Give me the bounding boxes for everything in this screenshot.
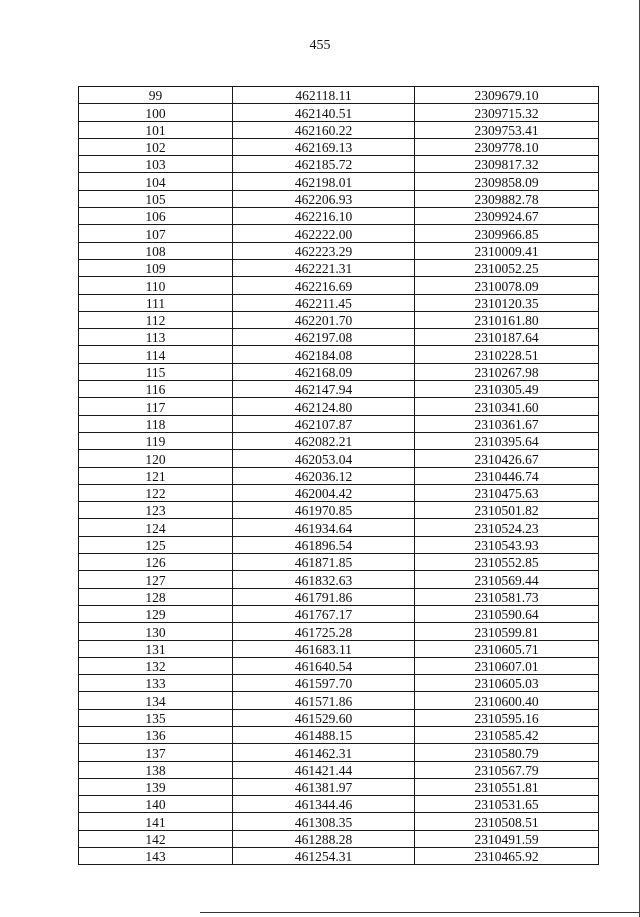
y-coordinate-cell: 2309817.32 [415, 156, 599, 173]
point-number-cell: 99 [79, 87, 233, 104]
y-coordinate-cell: 2310009.41 [415, 242, 599, 259]
x-coordinate-cell: 461871.85 [233, 554, 415, 571]
x-coordinate-cell: 461529.60 [233, 709, 415, 726]
y-coordinate-cell: 2310120.35 [415, 294, 599, 311]
table-row [79, 432, 599, 449]
y-coordinate-cell: 2310267.98 [415, 363, 599, 380]
y-coordinate-cell: 2309924.67 [415, 208, 599, 225]
table-row [79, 726, 599, 743]
x-coordinate-cell: 462124.80 [233, 398, 415, 415]
y-coordinate-cell: 2310078.09 [415, 277, 599, 294]
table-row [79, 623, 599, 640]
point-number-cell: 117 [79, 398, 233, 415]
table-row [79, 519, 599, 536]
table-row [79, 709, 599, 726]
table-row [79, 225, 599, 242]
x-coordinate-cell: 462221.31 [233, 259, 415, 276]
table-row [79, 87, 599, 104]
point-number-cell: 105 [79, 190, 233, 207]
x-coordinate-cell: 461488.15 [233, 726, 415, 743]
table-row [79, 450, 599, 467]
x-coordinate-cell: 462147.94 [233, 381, 415, 398]
x-coordinate-cell: 462223.29 [233, 242, 415, 259]
x-coordinate-cell: 461791.86 [233, 588, 415, 605]
table-row [79, 605, 599, 622]
point-number-cell: 104 [79, 173, 233, 190]
x-coordinate-cell: 462198.01 [233, 173, 415, 190]
point-number-cell: 108 [79, 242, 233, 259]
table-row [79, 208, 599, 225]
point-number-cell: 133 [79, 675, 233, 692]
point-number-cell: 118 [79, 415, 233, 432]
y-coordinate-cell: 2310580.79 [415, 744, 599, 761]
table-row [79, 502, 599, 519]
y-coordinate-cell: 2310531.65 [415, 796, 599, 813]
point-number-cell: 122 [79, 484, 233, 501]
table-row [79, 277, 599, 294]
point-number-cell: 128 [79, 588, 233, 605]
y-coordinate-cell: 2310446.74 [415, 467, 599, 484]
x-coordinate-cell: 462216.10 [233, 208, 415, 225]
point-number-cell: 106 [79, 208, 233, 225]
point-number-cell: 112 [79, 311, 233, 328]
y-coordinate-cell: 2309715.32 [415, 104, 599, 121]
table-row [79, 692, 599, 709]
point-number-cell: 134 [79, 692, 233, 709]
x-coordinate-cell: 462211.45 [233, 294, 415, 311]
x-coordinate-cell: 461725.28 [233, 623, 415, 640]
y-coordinate-cell: 2310395.64 [415, 432, 599, 449]
point-number-cell: 124 [79, 519, 233, 536]
table-row [79, 830, 599, 847]
table-row [79, 536, 599, 553]
y-coordinate-cell: 2310341.60 [415, 398, 599, 415]
x-coordinate-cell: 461597.70 [233, 675, 415, 692]
table-row [79, 554, 599, 571]
point-number-cell: 109 [79, 259, 233, 276]
y-coordinate-cell: 2309966.85 [415, 225, 599, 242]
y-coordinate-cell: 2310161.80 [415, 311, 599, 328]
point-number-cell: 132 [79, 657, 233, 674]
y-coordinate-cell: 2310465.92 [415, 848, 599, 865]
x-coordinate-cell: 461344.46 [233, 796, 415, 813]
x-coordinate-cell: 461767.17 [233, 605, 415, 622]
x-coordinate-cell: 462082.21 [233, 432, 415, 449]
y-coordinate-cell: 2310569.44 [415, 571, 599, 588]
x-coordinate-cell: 462184.08 [233, 346, 415, 363]
table-row [79, 138, 599, 155]
y-coordinate-cell: 2310605.03 [415, 675, 599, 692]
y-coordinate-cell: 2310599.81 [415, 623, 599, 640]
x-coordinate-cell: 461462.31 [233, 744, 415, 761]
x-coordinate-cell: 462197.08 [233, 329, 415, 346]
point-number-cell: 131 [79, 640, 233, 657]
point-number-cell: 137 [79, 744, 233, 761]
point-number-cell: 123 [79, 502, 233, 519]
y-coordinate-cell: 2310305.49 [415, 381, 599, 398]
x-coordinate-cell: 462053.04 [233, 450, 415, 467]
page-number: 455 [309, 38, 331, 53]
table-row [79, 675, 599, 692]
x-coordinate-cell: 461934.64 [233, 519, 415, 536]
x-coordinate-cell: 462201.70 [233, 311, 415, 328]
table-row [79, 848, 599, 865]
x-coordinate-cell: 461571.86 [233, 692, 415, 709]
table-row [79, 415, 599, 432]
table-row [79, 363, 599, 380]
y-coordinate-cell: 2310607.01 [415, 657, 599, 674]
y-coordinate-cell: 2310475.63 [415, 484, 599, 501]
point-number-cell: 142 [79, 830, 233, 847]
point-number-cell: 138 [79, 761, 233, 778]
point-number-cell: 114 [79, 346, 233, 363]
table-row [79, 173, 599, 190]
table-row [79, 657, 599, 674]
y-coordinate-cell: 2310491.59 [415, 830, 599, 847]
y-coordinate-cell: 2310581.73 [415, 588, 599, 605]
x-coordinate-cell: 461683.11 [233, 640, 415, 657]
bottom-rule [200, 912, 640, 913]
y-coordinate-cell: 2310595.16 [415, 709, 599, 726]
point-number-cell: 100 [79, 104, 233, 121]
point-number-cell: 136 [79, 726, 233, 743]
point-number-cell: 140 [79, 796, 233, 813]
x-coordinate-cell: 462107.87 [233, 415, 415, 432]
point-number-cell: 116 [79, 381, 233, 398]
x-coordinate-cell: 462185.72 [233, 156, 415, 173]
table-row [79, 796, 599, 813]
x-coordinate-cell: 462169.13 [233, 138, 415, 155]
x-coordinate-cell: 461421.44 [233, 761, 415, 778]
point-number-cell: 125 [79, 536, 233, 553]
y-coordinate-cell: 2310361.67 [415, 415, 599, 432]
y-coordinate-cell: 2309778.10 [415, 138, 599, 155]
table-row [79, 398, 599, 415]
x-coordinate-cell: 462118.11 [233, 87, 415, 104]
y-coordinate-cell: 2310187.64 [415, 329, 599, 346]
y-coordinate-cell: 2310508.51 [415, 813, 599, 830]
point-number-cell: 107 [79, 225, 233, 242]
point-number-cell: 113 [79, 329, 233, 346]
y-coordinate-cell: 2310600.40 [415, 692, 599, 709]
table-row [79, 467, 599, 484]
x-coordinate-cell: 462160.22 [233, 121, 415, 138]
table-row [79, 242, 599, 259]
y-coordinate-cell: 2310552.85 [415, 554, 599, 571]
y-coordinate-cell: 2310590.64 [415, 605, 599, 622]
point-number-cell: 102 [79, 138, 233, 155]
point-number-cell: 101 [79, 121, 233, 138]
x-coordinate-cell: 461640.54 [233, 657, 415, 674]
x-coordinate-cell: 461308.35 [233, 813, 415, 830]
table-row [79, 588, 599, 605]
point-number-cell: 121 [79, 467, 233, 484]
y-coordinate-cell: 2310585.42 [415, 726, 599, 743]
table-row [79, 571, 599, 588]
x-coordinate-cell: 462140.51 [233, 104, 415, 121]
table-row [79, 259, 599, 276]
x-coordinate-cell: 462036.12 [233, 467, 415, 484]
y-coordinate-cell: 2309679.10 [415, 87, 599, 104]
point-number-cell: 135 [79, 709, 233, 726]
point-number-cell: 129 [79, 605, 233, 622]
y-coordinate-cell: 2310543.93 [415, 536, 599, 553]
point-number-cell: 110 [79, 277, 233, 294]
point-number-cell: 111 [79, 294, 233, 311]
table-row [79, 311, 599, 328]
y-coordinate-cell: 2310567.79 [415, 761, 599, 778]
point-number-cell: 130 [79, 623, 233, 640]
table-row [79, 329, 599, 346]
table-row [79, 813, 599, 830]
y-coordinate-cell: 2310052.25 [415, 259, 599, 276]
y-coordinate-cell: 2310228.51 [415, 346, 599, 363]
x-coordinate-cell: 462216.69 [233, 277, 415, 294]
x-coordinate-cell: 462004.42 [233, 484, 415, 501]
table-row [79, 381, 599, 398]
table-row [79, 121, 599, 138]
x-coordinate-cell: 461896.54 [233, 536, 415, 553]
x-coordinate-cell: 461288.28 [233, 830, 415, 847]
table-row [79, 190, 599, 207]
point-number-cell: 115 [79, 363, 233, 380]
coordinates-table [78, 86, 599, 865]
y-coordinate-cell: 2310551.81 [415, 778, 599, 795]
y-coordinate-cell: 2310501.82 [415, 502, 599, 519]
table-row [79, 778, 599, 795]
table-row [79, 640, 599, 657]
x-coordinate-cell: 461832.63 [233, 571, 415, 588]
table-row [79, 761, 599, 778]
point-number-cell: 119 [79, 432, 233, 449]
point-number-cell: 120 [79, 450, 233, 467]
table-row [79, 104, 599, 121]
point-number-cell: 126 [79, 554, 233, 571]
y-coordinate-cell: 2309858.09 [415, 173, 599, 190]
y-coordinate-cell: 2309882.78 [415, 190, 599, 207]
point-number-cell: 103 [79, 156, 233, 173]
x-coordinate-cell: 461381.97 [233, 778, 415, 795]
table-row [79, 156, 599, 173]
y-coordinate-cell: 2309753.41 [415, 121, 599, 138]
point-number-cell: 143 [79, 848, 233, 865]
point-number-cell: 127 [79, 571, 233, 588]
x-coordinate-cell: 461970.85 [233, 502, 415, 519]
x-coordinate-cell: 461254.31 [233, 848, 415, 865]
x-coordinate-cell: 462222.00 [233, 225, 415, 242]
table-row [79, 484, 599, 501]
y-coordinate-cell: 2310524.23 [415, 519, 599, 536]
y-coordinate-cell: 2310605.71 [415, 640, 599, 657]
coordinates-table-body [79, 87, 599, 865]
point-number-cell: 141 [79, 813, 233, 830]
table-row [79, 294, 599, 311]
table-row [79, 346, 599, 363]
table-row [79, 744, 599, 761]
point-number-cell: 139 [79, 778, 233, 795]
y-coordinate-cell: 2310426.67 [415, 450, 599, 467]
x-coordinate-cell: 462206.93 [233, 190, 415, 207]
x-coordinate-cell: 462168.09 [233, 363, 415, 380]
